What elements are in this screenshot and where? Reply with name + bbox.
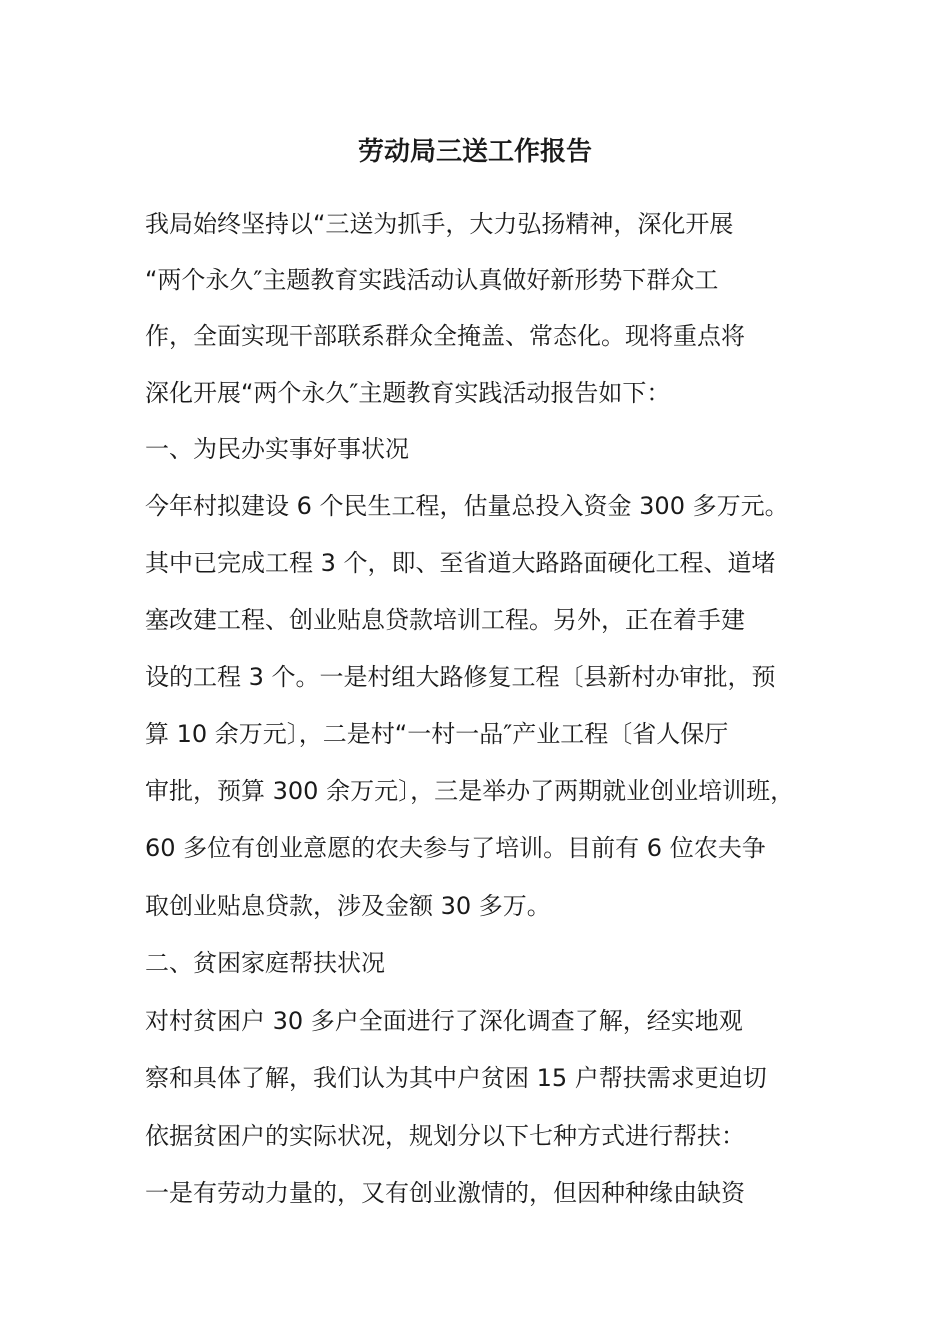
body-line: 作，全面实现干部联系群众全掩盖、常态化。现将重点将 [145,322,745,350]
body-line: 60 多位有创业意愿的农夫参与了培训。目前有 6 位农夫争 [145,834,766,862]
body-line: 算 10 余万元〕，二是村“一村一品″产业工程〔省人保厅 [145,720,729,748]
body-line: 深化开展“两个永久″主题教育实践活动报告如下： [145,379,671,407]
body-line: 对村贫困户 30 多户全面进行了深化调查了解，经实地观 [145,1007,743,1035]
body-line: 取创业贴息贷款，涉及金额 30 多万。 [145,892,551,920]
body-line: 依据贫困户的实际状况，规划分以下七种方式进行帮扶： [145,1122,745,1150]
body-line: 设的工程 3 个。一是村组大路修复工程〔县新村办审批，预 [145,663,776,691]
body-line: 一是有劳动力量的，又有创业激情的，但因种种缘由缺资 [145,1179,745,1207]
body-line: “两个永久″主题教育实践活动认真做好新形势下群众工 [145,266,719,294]
body-line: 审批，预算 300 余万元〕，三是举办了两期就业创业培训班， [145,777,795,805]
section-heading: 二、贫困家庭帮扶状况 [145,949,385,977]
body-line: 察和具体了解，我们认为其中户贫困 15 户帮扶需求更迫切 [145,1064,767,1092]
body-line: 其中已完成工程 3 个，即、至省道大路路面硬化工程、道堵 [145,549,776,577]
document-title: 劳动局三送工作报告 [357,137,592,167]
section-heading: 一、为民办实事好事状况 [145,435,409,463]
body-line: 我局始终坚持以“三送为抓手，大力弘扬精神，深化开展 [145,210,734,238]
body-line: 今年村拟建设 6 个民生工程，估量总投入资金 300 多万元。 [145,492,789,520]
body-line: 塞改建工程、创业贴息贷款培训工程。另外，正在着手建 [145,606,745,634]
